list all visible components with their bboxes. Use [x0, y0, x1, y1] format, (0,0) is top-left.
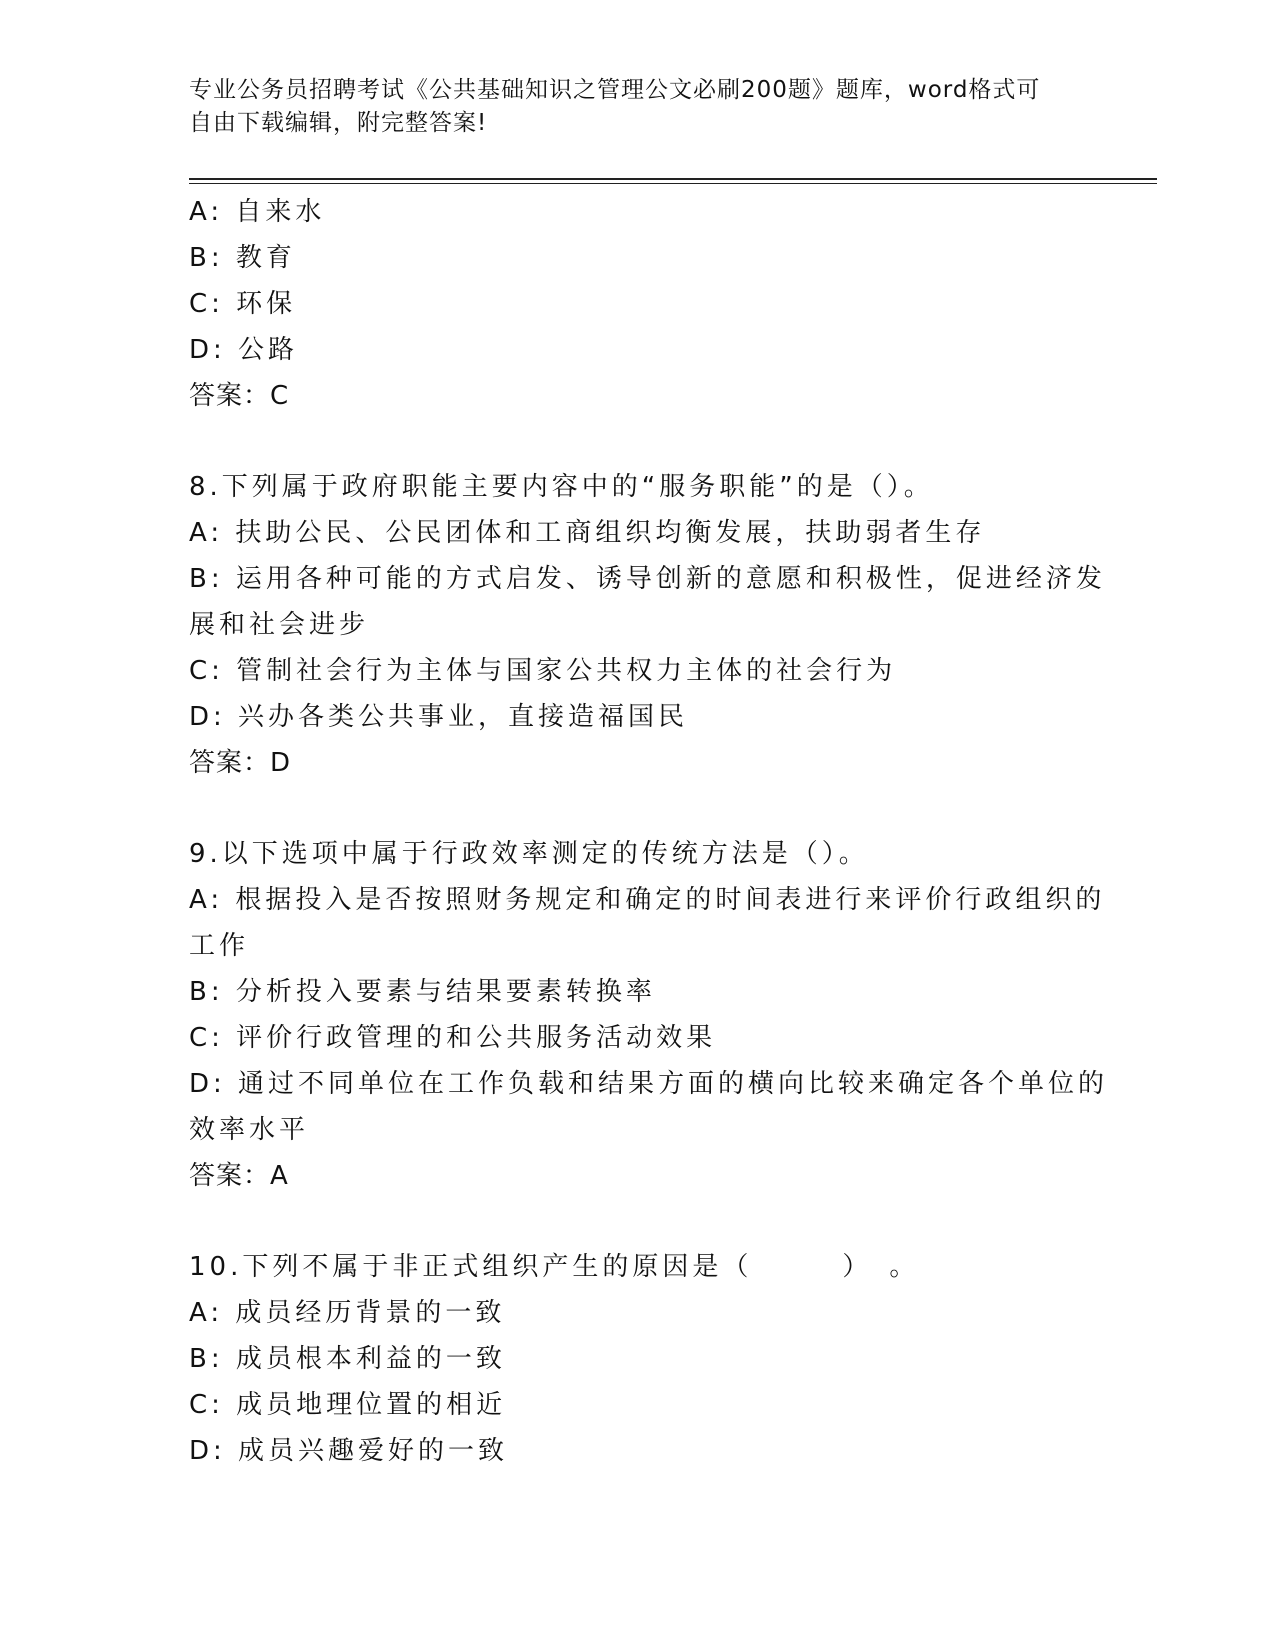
question-9 — [189, 831, 1109, 1199]
option-d: D: 公路 — [189, 335, 299, 365]
answer-line: 答案：A — [189, 1161, 289, 1191]
option-a: A: 根据投入是否按照财务规定和确定的时间表进行来评价行政组织的 — [189, 885, 1106, 915]
question-8 — [189, 464, 1106, 786]
header-line-1: 专业公务员招聘考试《公共基础知识之管理公文必刷200题》题库，word格式可 — [189, 77, 1041, 103]
answer-line: 答案：D — [189, 748, 292, 778]
spacer — [189, 419, 1089, 464]
option-a: A: 成员经历背景的一致 — [189, 1298, 506, 1328]
option-d: D: 通过不同单位在工作负载和结果方面的横向比较来确定各个单位的 — [189, 1069, 1109, 1099]
option-a-continued: 工作 — [189, 931, 250, 961]
question-text: 9.以下选项中属于行政效率测定的传统方法是（）。 — [189, 839, 869, 869]
question-text: 10.下列不属于非正式组织产生的原因是（ ） 。 — [189, 1252, 920, 1282]
option-d: D: 兴办各类公共事业，直接造福国民 — [189, 702, 689, 732]
option-c: C: 管制社会行为主体与国家公共权力主体的社会行为 — [189, 656, 897, 686]
question-text: 8.下列属于政府职能主要内容中的“服务职能”的是（）。 — [189, 472, 934, 502]
option-c: C: 环保 — [189, 289, 297, 319]
answer-line: 答案：C — [189, 381, 290, 411]
option-d: D: 成员兴趣爱好的一致 — [189, 1436, 509, 1466]
option-b: B: 教育 — [189, 243, 296, 273]
option-d-continued: 效率水平 — [189, 1115, 310, 1145]
header-divider — [189, 178, 1157, 184]
option-b-continued: 展和社会进步 — [189, 610, 370, 640]
option-c: C: 评价行政管理的和公共服务活动效果 — [189, 1023, 717, 1053]
question-10 — [189, 1244, 1089, 1474]
spacer — [189, 1199, 1089, 1244]
option-b: B: 分析投入要素与结果要素转换率 — [189, 977, 656, 1007]
option-a: A: 自来水 — [189, 197, 326, 227]
question-list — [189, 189, 1109, 1474]
option-b: B: 运用各种可能的方式启发、诱导创新的意愿和积极性，促进经济发 — [189, 564, 1106, 594]
option-c: C: 成员地理位置的相近 — [189, 1390, 507, 1420]
header-line-2: 自由下载编辑，附完整答案! — [189, 110, 488, 136]
page-header — [189, 74, 1089, 140]
option-b: B: 成员根本利益的一致 — [189, 1344, 506, 1374]
question-7 — [189, 189, 1089, 419]
option-a: A: 扶助公民、公民团体和工商组织均衡发展，扶助弱者生存 — [189, 518, 986, 548]
spacer — [189, 786, 1089, 831]
